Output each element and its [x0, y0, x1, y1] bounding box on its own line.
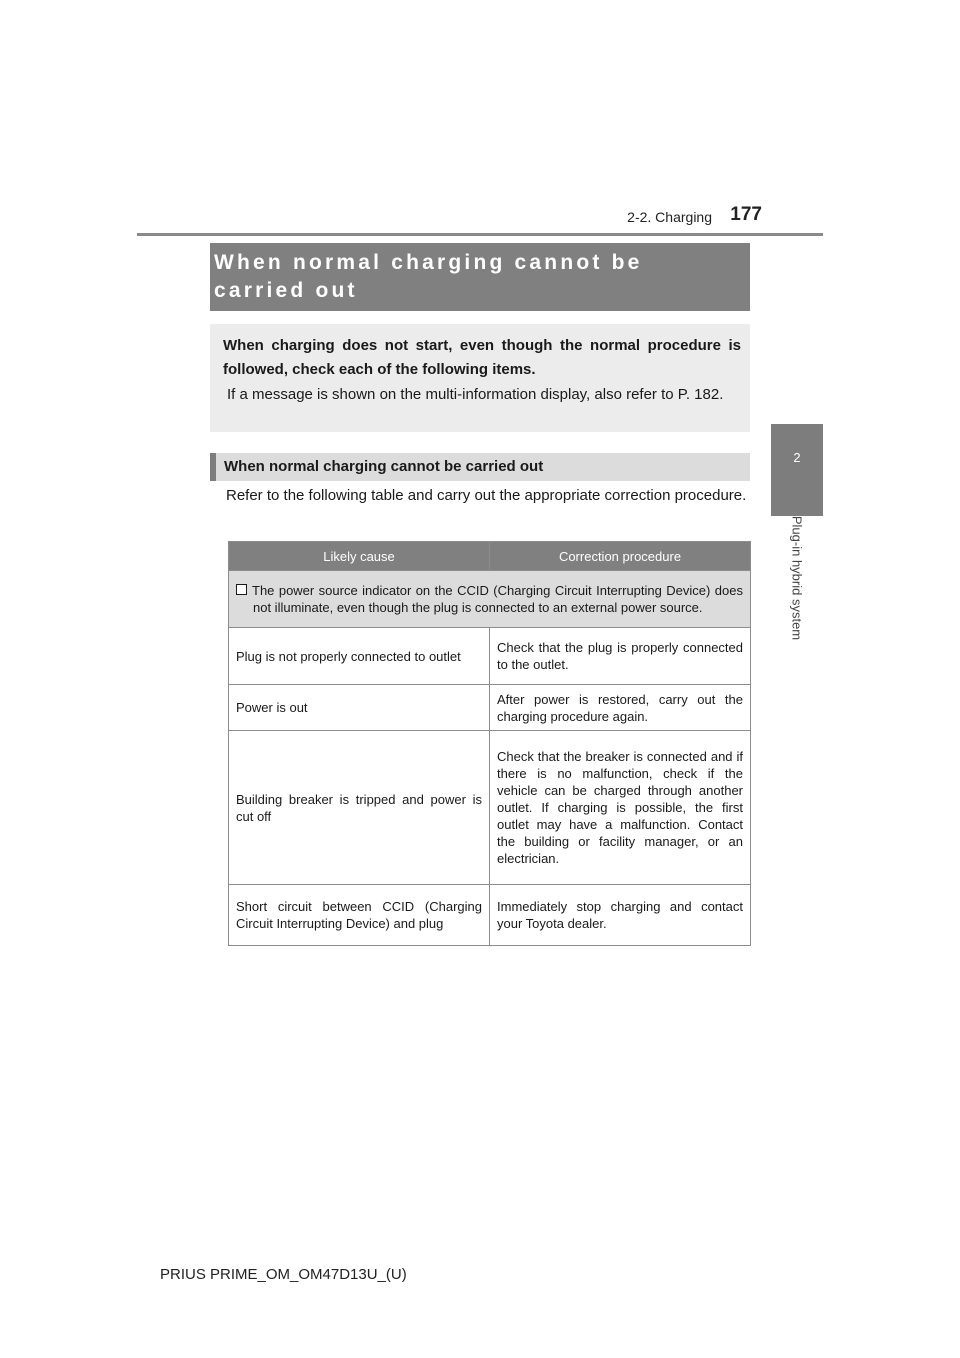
intro-summary: When charging does not start, even though the normal procedure is followed, check each of the following items. [223, 337, 741, 378]
intro-box [210, 324, 750, 432]
page-number: 177 [730, 204, 762, 225]
header-correction-procedure: Correction procedure [490, 542, 751, 571]
table-row [229, 885, 751, 946]
troubleshooting-table [228, 541, 751, 946]
chapter-tab [771, 424, 823, 516]
correction-cell: Immediately stop charging and contact your Toyota dealer. [490, 885, 751, 946]
subheading-accent-bar [210, 453, 216, 481]
cause-cell: Short circuit between CCID (Charging Circuit Interrupting Device) and plug [229, 885, 490, 946]
cause-cell: Building breaker is tripped and power is cut off [229, 731, 490, 885]
subheading-text: When normal charging cannot be carried out [224, 458, 544, 475]
cause-cell: Power is out [229, 685, 490, 731]
condition-cell [229, 571, 751, 628]
correction-cell: Check that the breaker is connected and if there is no malfunction, check if the vehicle can be charged through another outlet. If charging is possible, the first outlet may have a malfunction. Contact the building or facility manager, or an electrician. [490, 731, 751, 885]
cause-cell: Plug is not properly connected to outlet [229, 628, 490, 685]
correction-cell: Check that the plug is properly connected to the outlet. [490, 628, 751, 685]
header-divider [137, 233, 823, 236]
body-paragraph: Refer to the following table and carry out the appropriate correction procedure. [226, 487, 747, 504]
condition-text: The power source indicator on the CCID (Charging Circuit Interrupting Device) does not illuminate, even though the plug is connected to an external power source. [252, 583, 743, 615]
condition-row [229, 571, 751, 628]
intro-reference: If a message is shown on the multi-information display, also refer to P. 182. [227, 386, 724, 403]
table-row [229, 731, 751, 885]
chapter-number: 2 [793, 450, 801, 465]
chapter-label: Plug-in hybrid system [789, 515, 805, 641]
page-title: When normal charging cannot be carried out [214, 251, 643, 302]
checkbox-icon [236, 584, 247, 595]
title-banner [210, 243, 750, 311]
table-row [229, 685, 751, 731]
subheading [210, 453, 750, 481]
header-likely-cause: Likely cause [229, 542, 490, 571]
table-header-row [229, 542, 751, 571]
document-footer: PRIUS PRIME_OM_OM47D13U_(U) [160, 1266, 407, 1283]
correction-cell: After power is restored, carry out the charging procedure again. [490, 685, 751, 731]
table-row [229, 628, 751, 685]
section-title: 2-2. Charging [627, 209, 712, 225]
